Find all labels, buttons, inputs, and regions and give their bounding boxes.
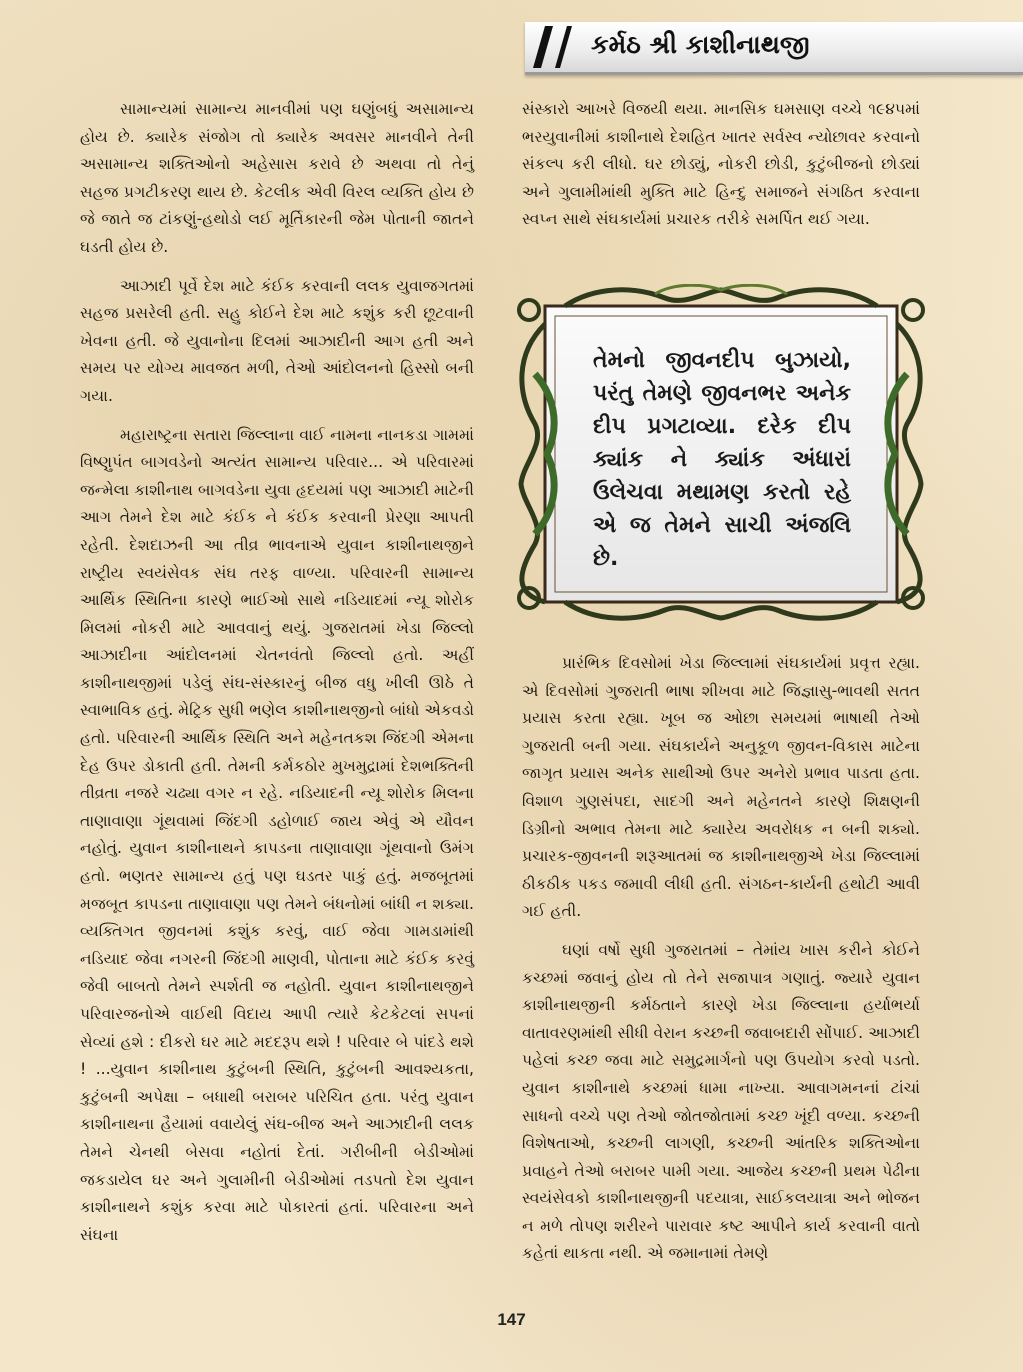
paragraph: પ્રારંભિક દિવસોમાં ખેડા જિલ્લામાં સંઘકાર્યમાં પ્રવૃત્ત રહ્યા. એ દિવસોમાં ગુજરાતી ભાષા શીખવા માટે જિજ્ઞાસુ-ભાવથી સતત પ્રયાસ કરતા રહ્યા. ખૂબ જ ઓછા સમયમાં ભાષાથી તેઓ ગુજરાતી બની ગયા. સંઘકાર્યને અનુકૂળ જીવન-વિકાસ માટેના જાગૃત પ્રયાસ અનેક સાથીઓ ઉપર અનેરો પ્રભાવ પાડતા હતા. વિશાળ ગુણસંપદા, સાદગી અને મહેનતને કારણે શિક્ષણની ડિગ્રીનો અભાવ તેમના માટે ક્યારેય અવરોધક ન બની શક્યો. પ્રચારક-જીવનની શરૂઆતમાં જ કાશીનાથજીએ ખેડા જિલ્લામાં ઠીકઠીક પકડ જમાવી લીધી હતી. સંગઠન-કાર્યની હથોટી આવી ગઈ હતી. (522, 654, 920, 921)
page-number: 147 (497, 1310, 526, 1329)
paragraph: સામાન્યમાં સામાન્ય માનવીમાં પણ ઘણુંબધું અસામાન્ય હોય છે. ક્યારેક સંજોગ તો ક્યારેક અવસર માનવીને તેની અસામાન્ય શક્તિઓનો અહેસાસ કરાવે છે અથવા તો તેનું સહજ પ્રગટીકરણ થાય છે. કેટલીક એવી વિરલ વ્યક્તિ હોય છે જે જાતે જ ટાંકણું-હથોડો લઈ મૂર્તિકારની જેમ પોતાની જાતને ઘડતી હોય છે. (80, 100, 474, 256)
paragraph: આઝાદી પૂર્વે દેશ માટે કંઈક કરવાની લલક યુવાજગતમાં સહજ પ્રસરેલી હતી. સહુ કોઈને દેશ માટે કશુંક કરી છૂટવાની ખેવના હતી. જે યુવાનોના દિલમાં આઝાદીની આગ હતી અને સમય પર યોગ્ય માવજત મળી, તેઓ આંદોલનનો હિસ્સો બની ગયા. (80, 276, 474, 405)
paragraph: મહારાષ્ટ્રના સતારા જિલ્લાના વાઈ નામના નાનકડા ગામમાં વિષ્ણુપંત બાગવડેનો અત્યંત સામાન્ય પરિવાર... એ પરિવારમાં જન્મેલા કાશીનાથ બાગવડેના યુવા હૃદયમાં પણ આઝાદી માટેની આગ તેમને દેશ માટે કંઈક ને કંઈક કરવાની પ્રેરણા આપતી રહેતી. દેશદાઝની આ તીવ્ર ભાવનાએ યુવાન કાશીનાથજીને રાષ્ટ્રીય સ્વયંસેવક સંઘ તરફ વાળ્યા. પરિવારની સામાન્ય આર્થિક સ્થિતિના કારણે ભાઈઓ સાથે નડિયાદમાં ન્યૂ શોરોક મિલમાં નોકરી માટે આવવાનું થયું. ગુજરાતમાં ખેડા જિલ્લો આઝાદીના આંદોલનમાં ચેતનવંતો જિલ્લો હતો. અહીં કાશીનાથજીમાં પડેલું સંઘ-સંસ્કારનું બીજ વધુ ખીલી ઊઠે તે સ્વાભાવિક હતું. મેટ્રિક સુધી ભણેલ કાશીનાથજીનો બાંધો એકવડો હતો. પરિવારની આર્થિક સ્થિતિ અને મહેનતકશ જિંદગી એમના દેહ ઉપર ડોકાતી હતી. તેમની કર્મકઠોર મુખમુદ્રામાં દેશભક્તિની તીવ્રતા નજરે ચઢ્યા વગર ન રહે. નડિયાદની ન્યૂ શોરોક મિલના તાણાવાણા ગૂંથવામાં જિંદગી ડહોળાઈ જાય એવું એ યૌવન નહોતું. યુવાન કાશીનાથને કાપડના તાણાવાણા ગૂંથવાનો ઉમંગ હતો. ભણતર સામાન્ય હતું પણ ઘડતર પાકું હતું. મજબૂતમાં મજબૂત કાપડના તાણાવાણા પણ તેમને બંધનોમાં બાંધી ન શક્યા. વ્યક્તિગત જીવનમાં કશુંક કરવું, વાઈ જેવા ગામડામાંથી નડિયાદ જેવા નગરની જિંદગી માણવી, પોતાના માટે કંઈક કરવું જેવી બાબતો તેમને સ્પર્શતી જ નહોતી. યુવાન કાશીનાથજીને પરિવારજનોએ વાઈથી વિદાય આપી ત્યારે કેટકેટલાં સપનાં સેવ્યાં હશે : દીકરો ઘર માટે મદદરૂપ થશે ! પરિવાર બે પાંદડે થશે ! ...યુવાન કાશીનાથ કુટુંબની સ્થિતિ, કુટુંબની આવશ્યકતા, કુટુંબની અપેક્ષા – બધાથી બરાબર પરિચિત હતા. પરંતુ યુવાન કાશીનાથના હૈયામાં વવાયેલું સંઘ-બીજ અને આઝાદીની લલક તેમને ચેનથી બેસવા નહોતાં દેતાં. ગરીબીની બેડીઓમાં જકડાયેલ ઘર અને ગુલામીની બેડીઓમાં તડપતો દેશ યુવાન કાશીનાથને કશુંક કરવા માટે પોકારતાં હતાં. પરિવારના અને સંઘના (80, 425, 474, 1244)
quote-frame (505, 284, 937, 624)
paragraph: ઘણાં વર્ષો સુધી ગુજરાતમાં – તેમાંય ખાસ કરીને કોઈને કચ્છમાં જવાનું હોય તો તેને સજાપાત્ર ગણાતું. જ્યારે યુવાન કાશીનાથજીની કર્મઠતાને કારણે ખેડા જિલ્લાના હર્યાભર્યા વાતાવરણમાંથી સીધી વેરાન કચ્છની જવાબદારી સોંપાઈ. આઝાદી પહેલાં કચ્છ જવા માટે સમુદ્રમાર્ગનો પણ ઉપયોગ કરવો પડતો. યુવાન કાશીનાથે કચ્છમાં ધામા નાખ્યા. આવાગમનનાં ટાંચાં સાધનો વચ્ચે પણ તેઓ જોતજોતામાં કચ્છ ખૂંદી વળ્યા. કચ્છની વિશેષતાઓ, કચ્છની લાગણી, કચ્છની આંતરિક શક્તિઓના પ્રવાહને તેઓ બરાબર પામી ગયા. આજેય કચ્છની પ્રથમ પેઢીના સ્વયંસેવકો કાશીનાથજીની પદયાત્રા, સાઈકલયાત્રા અને ભોજન ન મળે તોપણ શરીરને પારાવાર કષ્ટ આપીને કાર્ય કરવાની વાતો કહેતાં થાકતા નથી. એ જમાનામાં તેમણે (522, 940, 920, 1263)
chapter-title: કર્મઠ શ્રી કાશીનાથજી (591, 30, 810, 59)
right-column-bottom (522, 650, 920, 1279)
paragraph: સંસ્કારો આખરે વિજયી થયા. માનસિક ઘમસાણ વચ્ચે ૧૯૪૫માં ભરયુવાનીમાં કાશીનાથે દેશહિત ખાતર સર્વસ્વ ન્યોછાવર કરવાનો સંકલ્પ કરી લીધો. ઘર છોડ્યું, નોકરી છોડી, કુટુંબીજનો છોડ્યાં અને ગુલામીમાંથી મુક્તિ માટે હિન્દુ સમાજને સંગઠિત કરવાના સ્વપ્ન સાથે સંઘકાર્યમાં પ્રચારક તરીકે સમર્પિત થઈ ગયા. (522, 100, 920, 229)
header-decoration-icon (525, 22, 585, 72)
right-column-top (522, 96, 920, 245)
pull-quote: તેમનો જીવનદીપ બુઝાયો, પરંતુ તેમણે જીવનભર અનેક દીપ પ્રગટાવ્યા. દરેક દીપ ક્યાંક ને ક્યાંક અંધારાં ઉલેચવા મથામણ કરતો રહે એ જ તેમને સાચી અંજલિ છે. (593, 348, 851, 571)
left-column (80, 96, 474, 1260)
chapter-header (525, 22, 1023, 75)
